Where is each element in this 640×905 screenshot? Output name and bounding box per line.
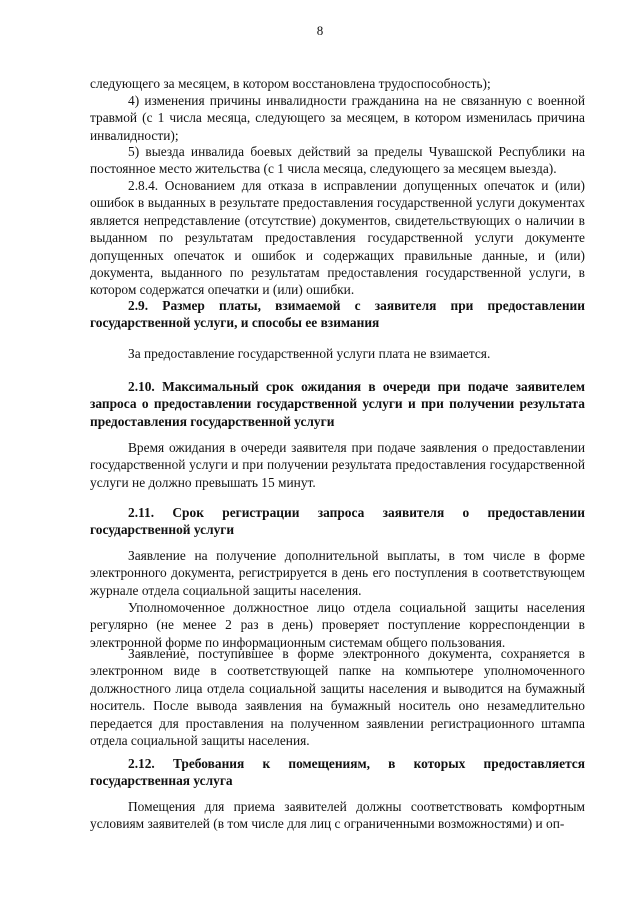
section-2-11-paragraph-2: Уполномоченное должностное лицо отдела социальной защиты населения регулярно (не менее 2 раз в день) проверяет поступление корреспонденции в электронной форме по информационным системам общего пользования. (90, 600, 585, 650)
section-text-2-12: Помещения для приема заявителей должны соответствовать комфортным условиям заявителей (в том числе для лиц с ограниченными возможностями) и оп- (90, 799, 585, 832)
page-number: 8 (316, 23, 324, 38)
paragraph-2-8-4: 2.8.4. Основанием для отказа в исправлении допущенных опечаток и (или) ошибок в выданных в результате предоставления государственной услуги документах является непредставление (отсутствие) документов, свидетельствующих о наличии в выданном по результатам предоставления государственной услуги документе допущенных опечаток и ошибок и содержащих правильные данные, и (или) документа, выданного по результатам предоставления государственной услуги, в котором содержатся опечатки и (или) ошибки. (90, 178, 585, 298)
section-2-11-paragraph-3: Заявление, поступившее в форме электронного документа, сохраняется в электронном виде в соответствующей папке на компьютере уполномоченного должностного лица отдела социальной защиты населения и выводится на бумажный носитель. После вывода заявления на бумажный носитель оно незамедлительно передается для проставления на полученном заявлении регистрационного штампа отдела социальной защиты населения. (90, 646, 585, 749)
section-heading-2-12: 2.12. Требования к помещениям, в которых предоставляется государственная услуга (90, 756, 585, 789)
section-heading-2-9: 2.9. Размер платы, взимаемой с заявителя при предоставлении государственной услуги, и способы ее взимания (90, 298, 585, 331)
list-item-5: 5) выезда инвалида боевых действий за пределы Чувашской Республики на постоянное место жительства (с 1 числа месяца, следующего за месяцем выезда). (90, 144, 585, 177)
continuation-line: следующего за месяцем, в котором восстановлена трудоспособность); (90, 76, 491, 91)
section-2-11-paragraph-1: Заявление на получение дополнительной выплаты, в том числе в форме электронного документа, регистрируется в день его поступления в соответствующем журнале отдела социальной защиты населения. (90, 548, 585, 598)
section-text-2-9: За предоставление государственной услуги плата не взимается. (128, 346, 491, 361)
section-heading-2-10: 2.10. Максимальный срок ожидания в очереди при подаче заявителем запроса о предоставлении государственной услуги и при получении результата предоставления государственной услуги (90, 379, 585, 429)
list-item-4: 4) изменения причины инвалидности гражданина на не связанную с военной травмой (с 1 числа месяца, следующего за месяцем, в котором изменилась причина инвалидности); (90, 93, 585, 143)
section-heading-2-11: 2.11. Срок регистрации запроса заявителя о предоставлении государственной услуги (90, 505, 585, 538)
section-text-2-10: Время ожидания в очереди заявителя при подаче заявления о предоставлении государственной услуги и при получении результата предоставления государственной услуги не должно превышать 15 минут. (90, 440, 585, 490)
